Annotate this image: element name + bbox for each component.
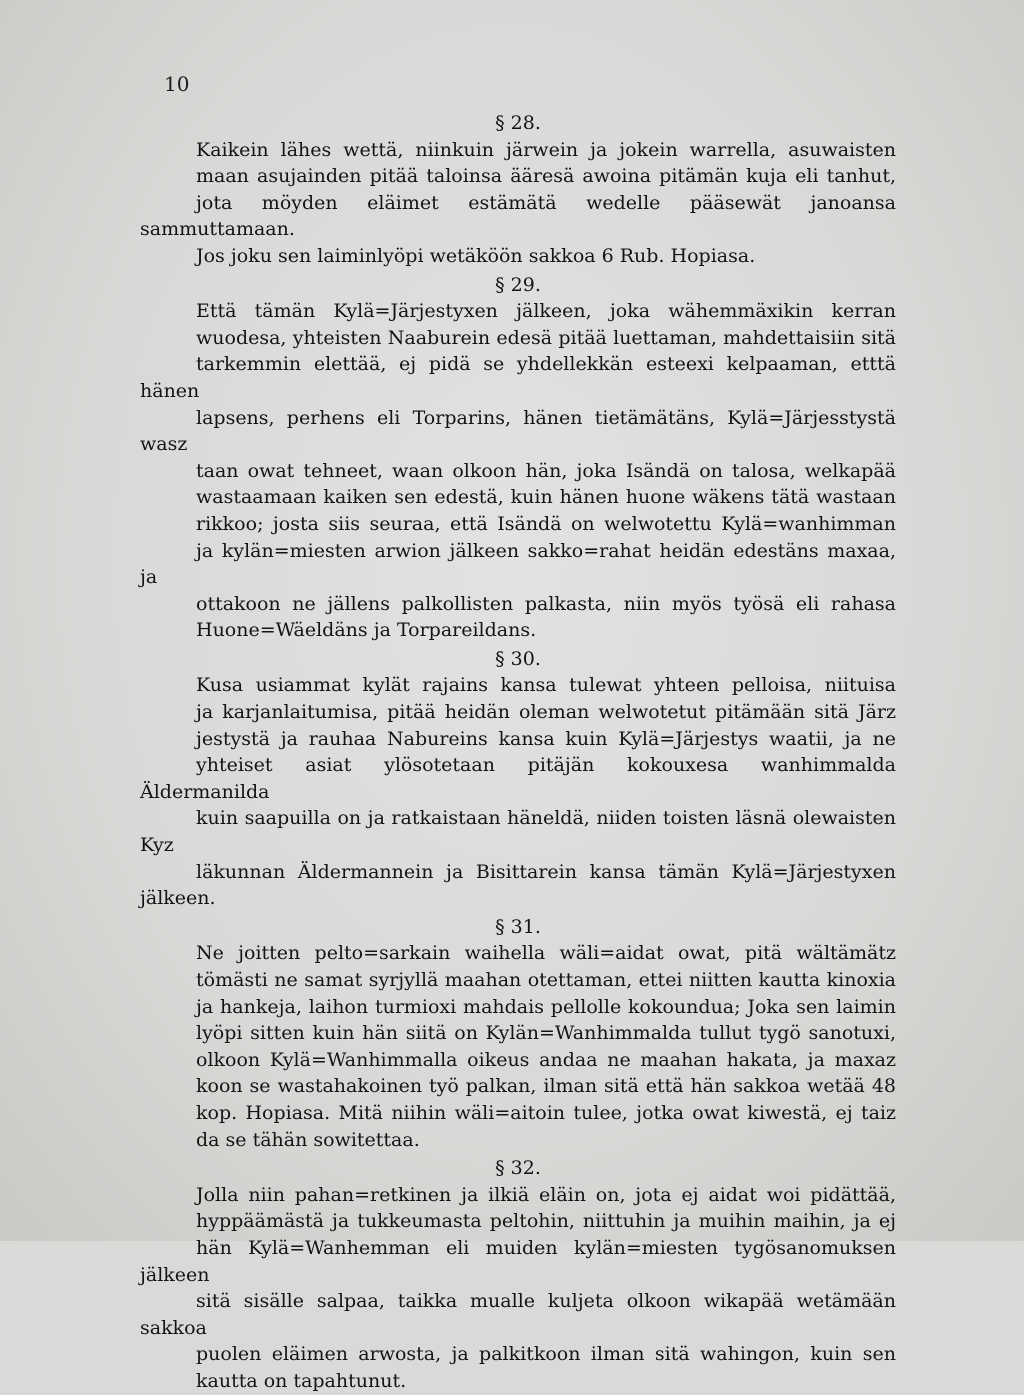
text-line: koon se wastahakoinen työ palkan, ilman sitä että hän sakkoa wetää 48	[196, 1075, 896, 1098]
text-line: sitä sisälle salpaa, taikka mualle kuljeta olkoon wikapää wetämään sakkoa	[140, 1290, 896, 1339]
text-line: Että tämän Kylä=Järjestyxen jälkeen, joka wähemmäxikin kerran	[196, 300, 896, 323]
text-line: rikkoo; josta siis seuraa, että Isändä on welwotettu Kylä=wanhimman	[196, 512, 896, 535]
section-heading: § 29.	[495, 273, 541, 296]
text-line: Jos joku sen laiminlyöpi wetäköön sakkoa 6 Rub. Hopiasa.	[196, 244, 756, 267]
text-line: ja karjanlaitumisa, pitää heidän oleman welwotetut pitämään sitä Järz	[196, 701, 896, 724]
text-line: taan owat tehneet, waan olkoon hän, joka Isändä on talosa, welkapää	[196, 459, 896, 482]
text-line: kop. Hopiasa. Mitä niihin wäli=aitoin tulee, jotka owat kiwestä, ej taiz	[196, 1101, 896, 1124]
section-paragraph	[140, 940, 896, 1153]
text-line: Ne joitten pelto=sarkain waihella wäli=aidat owat, pitä wältämätz	[196, 942, 896, 965]
text-line: jestystä ja rauhaa Nabureins kansa kuin Kylä=Järjestys waatii, ja ne	[196, 727, 896, 750]
section-heading: § 31.	[495, 915, 541, 938]
text-line: hän Kylä=Wanhemman eli muiden kylän=miesten tygösanomuksen jälkeen	[140, 1236, 896, 1286]
document-body	[140, 108, 896, 1395]
text-line: hyppäämästä ja tukkeumasta peltohin, niittuhin ja muihin maihin, ja ej	[196, 1210, 896, 1233]
page-number: 10	[164, 72, 190, 96]
text-line: olkoon Kylä=Wanhimmalla oikeus andaa ne maahan hakata, ja maxaz	[196, 1048, 896, 1071]
section-paragraph	[140, 672, 896, 911]
text-line: ja kylän=miesten arwion jälkeen sakko=rahat heidän edestäns maxaa, ja	[140, 539, 896, 589]
text-line: da se tähän sowitettaa.	[196, 1128, 420, 1151]
text-line: kuin saapuilla on ja ratkaistaan häneldä, niiden toisten läsnä olewaisten Kyz	[140, 807, 896, 857]
text-line: tömästi ne samat syrjyllä maahan otettaman, ettei niitten kautta kinoxia	[196, 969, 896, 991]
section-heading: § 30.	[495, 647, 541, 670]
text-line: maan asujainden pitää taloinsa ääresä awoina pitämän kuja eli tanhut,	[196, 165, 896, 188]
section-heading: § 28.	[495, 112, 541, 134]
section-paragraph	[140, 137, 896, 270]
text-line: Kusa usiammat kylät rajains kansa tulewat yhteen pelloisa, niituisa	[196, 674, 896, 697]
text-line: Kaikein lähes wettä, niinkuin järwein ja jokein warrella, asuwaisten	[196, 138, 896, 161]
text-line: Huone=Wäeldäns ja Torpareildans.	[196, 619, 537, 642]
section-heading: § 32.	[495, 1157, 541, 1180]
text-line: wuodesa, yhteisten Naaburein edesä pitää luettaman, mahdettaisiin sitä	[196, 326, 896, 349]
text-line: kautta on tapahtunut.	[196, 1369, 407, 1392]
text-line: ottakoon ne jällens palkollisten palkasta, niin myös työsä eli rahasa	[196, 592, 896, 615]
text-line: puolen eläimen arwosta, ja palkitkoon ilman sitä wahingon, kuin sen	[196, 1343, 896, 1366]
text-line: Jolla niin pahan=retkinen ja ilkiä eläin on, jota ej aidat woi pidättää,	[196, 1183, 896, 1206]
section-paragraph	[140, 1182, 896, 1395]
text-line: lapsens, perhens eli Torparins, hänen tietämätäns, Kylä=Järjesstystä wasz	[140, 406, 896, 456]
text-line: ja hankeja, laihon turmioxi mahdais pellolle kokoundua; Joka sen laimin	[196, 995, 896, 1018]
text-line: wastaamaan kaiken sen edestä, kuin hänen huone wäkens tätä wastaan	[196, 486, 896, 509]
section-paragraph	[140, 298, 896, 644]
text-line: yhteiset asiat ylösotetaan pitäjän kokouxesa wanhimmalda Äldermanilda	[140, 754, 896, 803]
text-line: tarkemmin elettää, ej pidä se yhdellekkän esteexi kelpaaman, etttä hänen	[140, 353, 896, 402]
text-line: jota möyden eläimet estämätä wedelle pääsewät janoansa sammuttamaan.	[140, 191, 896, 241]
text-line: lyöpi sitten kuin hän siitä on Kylän=Wanhimmalda tullut tygö sanotuxi,	[196, 1022, 896, 1045]
text-line: läkunnan Äldermannein ja Bisittarein kansa tämän Kylä=Järjestyxen jälkeen.	[140, 860, 896, 910]
